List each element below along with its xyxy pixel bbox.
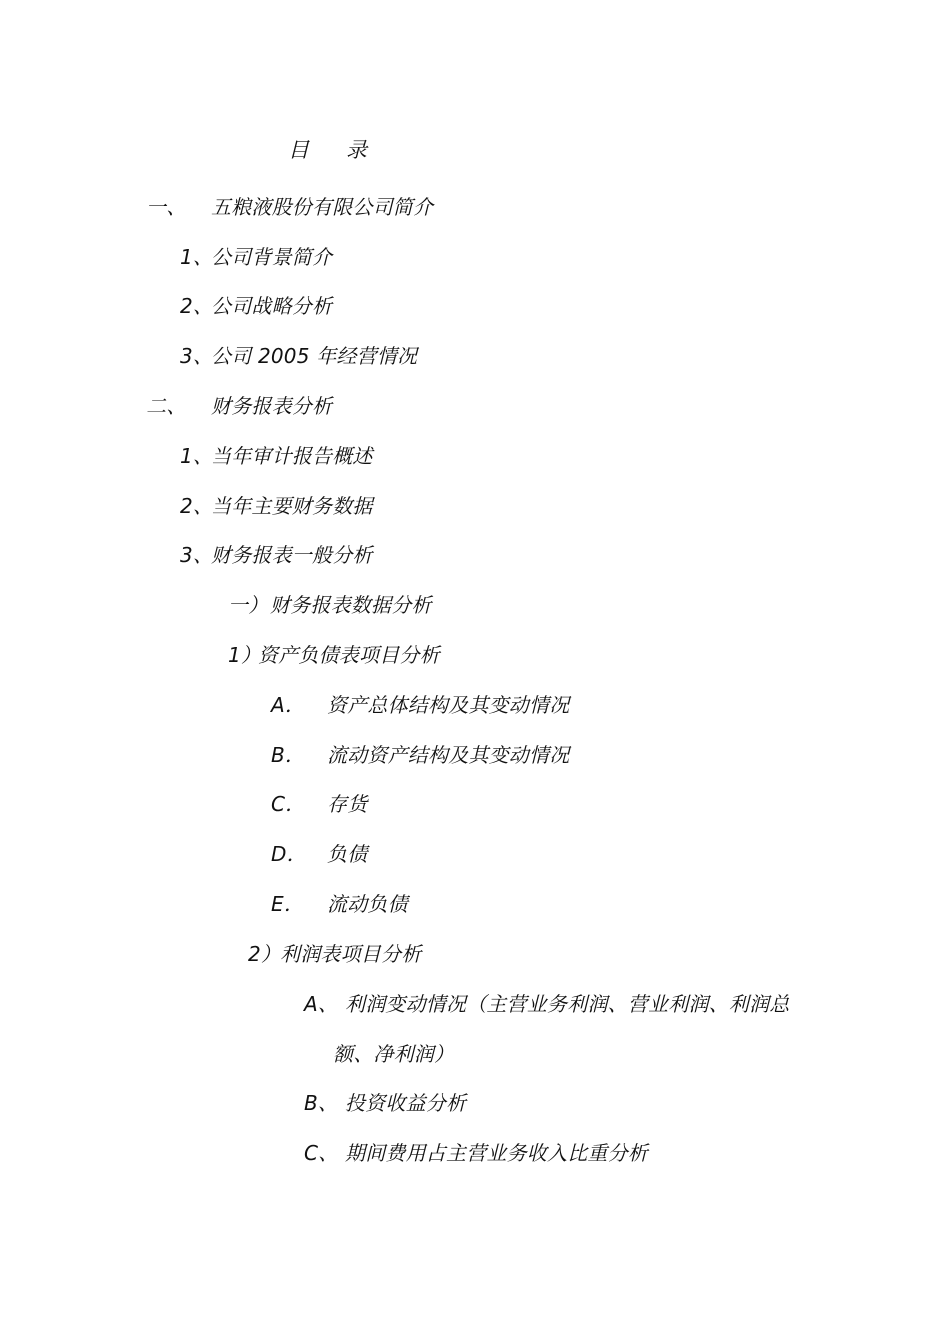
- toc-entry-text: 公司背景简介: [211, 245, 333, 269]
- toc-entry-text: 资产总体结构及其变动情况: [327, 693, 570, 717]
- toc-entry-number: C、: [304, 1141, 339, 1165]
- toc-entry-number: D．: [271, 842, 307, 866]
- toc-entry-text: 资产负债表项目分析: [258, 643, 440, 667]
- toc-title-part2: 录: [346, 138, 367, 162]
- toc-entry-number: C．: [271, 792, 306, 816]
- toc-entry-text: 流动负债: [327, 892, 408, 916]
- toc-entry-text: 存货: [327, 792, 368, 816]
- toc-entry-number: 二、: [146, 394, 187, 418]
- toc-entry-number: 3、: [180, 344, 214, 368]
- toc-title: [288, 136, 367, 164]
- toc-entry-number: B．: [271, 743, 306, 767]
- toc-entry-text: 投资收益分析: [345, 1091, 467, 1115]
- toc-entry-text: 流动资产结构及其变动情况: [327, 743, 570, 767]
- toc-entry-number: 3、: [180, 543, 214, 567]
- toc-entry-text: 负债: [327, 842, 368, 866]
- toc-entry-number: 1、: [180, 245, 214, 269]
- toc-entry-text: 财务报表分析: [211, 394, 333, 418]
- toc-entry-text: 期间费用占主营业务收入比重分析: [345, 1141, 648, 1165]
- toc-entry-text: 当年审计报告概述: [211, 444, 373, 468]
- toc-title-part1: 目: [288, 138, 309, 162]
- toc-entry-text: 财务报表一般分析: [211, 543, 373, 567]
- toc-entry-number: 2、: [180, 494, 214, 518]
- toc-entry-text: 当年主要财务数据: [211, 494, 373, 518]
- toc-entry-number: 1）: [228, 643, 262, 667]
- toc-entry-number: 2、: [180, 294, 214, 318]
- toc-entry-text: 财务报表数据分析: [270, 593, 432, 617]
- toc-entry-number: 1、: [180, 444, 214, 468]
- toc-entry-text: 五粮液股份有限公司简介: [211, 195, 434, 219]
- toc-entry-text: 利润表项目分析: [280, 942, 422, 966]
- toc-entry-number: 一、: [146, 195, 187, 219]
- toc-entry-text: 利润变动情况（主营业务利润、营业利润、利润总: [345, 992, 790, 1016]
- toc-entry-number: 一）: [228, 593, 269, 617]
- toc-entry-number: B、: [304, 1091, 339, 1115]
- toc-entry-text: 公司 2005 年经营情况: [211, 344, 418, 368]
- toc-entry-number: 2）: [248, 942, 282, 966]
- toc-entry-text: 额、净利润）: [333, 1042, 455, 1066]
- toc-entry-number: E．: [271, 892, 305, 916]
- toc-entry-number: A、: [304, 992, 339, 1016]
- toc-entry-number: A．: [271, 693, 306, 717]
- toc-entry-text: 公司战略分析: [211, 294, 333, 318]
